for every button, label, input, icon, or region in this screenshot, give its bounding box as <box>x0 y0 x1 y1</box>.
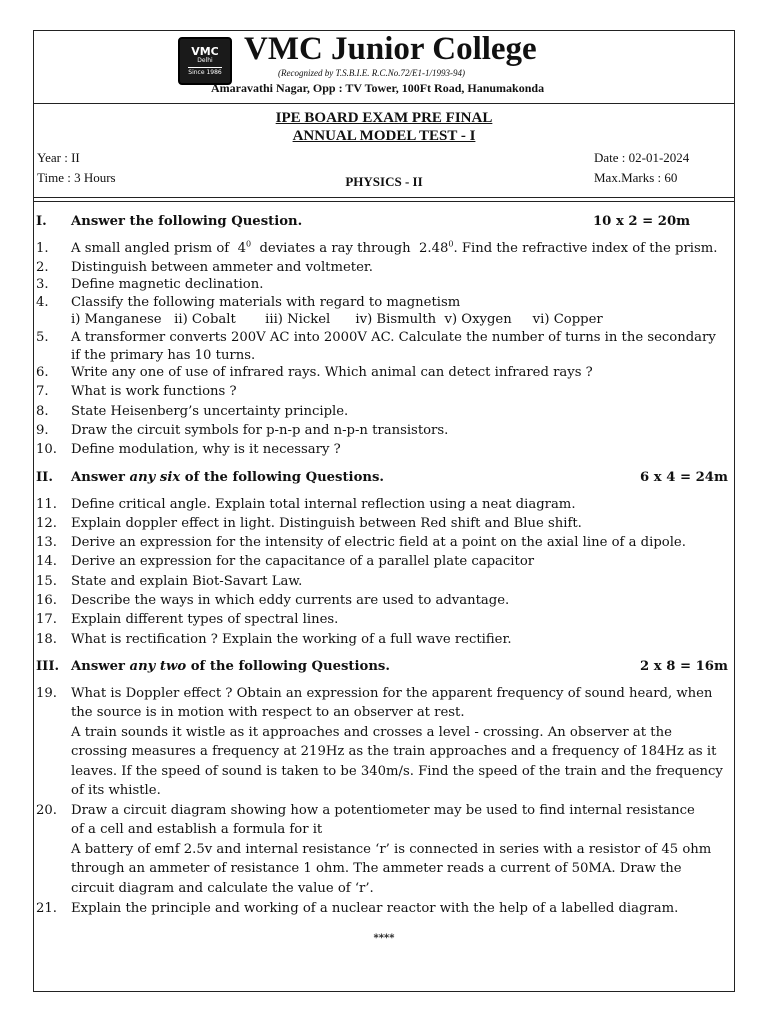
question-text: Draw a circuit diagram showing how a potentiometer may be used to find internal resistance <box>71 803 695 818</box>
section-number: I. <box>36 214 47 229</box>
recognition-text: (Recognized by T.S.B.I.E. R.C.No.72/E1-1/1993-94) <box>278 68 466 78</box>
question-number: 8. <box>36 404 49 419</box>
section-marks: 10 x 2 = 20m <box>593 214 691 229</box>
section-heading: Answer any two of the following Questions. <box>71 659 390 674</box>
question-text-continued: A battery of emf 2.5v and internal resistance ‘r’ is connected in series with a resistor of 45 ohm <box>71 842 712 857</box>
year-label: Year : II <box>37 150 80 165</box>
question-text-continued: leaves. If the speed of sound is taken to be 340m/s. Find the speed of the train and the frequency <box>71 764 723 779</box>
question-number: 4. <box>36 295 49 310</box>
question-text: State Heisenberg’s uncertainty principle. <box>71 404 349 419</box>
college-logo <box>178 37 232 85</box>
question-number: 14. <box>36 554 57 569</box>
question-text: Draw the circuit symbols for p-n-p and n-p-n transistors. <box>71 423 449 438</box>
question-number: 10. <box>36 442 57 457</box>
logo-subtext: Delhi <box>197 56 213 64</box>
question-number: 6. <box>36 365 49 380</box>
question-text: Define modulation, why is it necessary ? <box>71 442 341 457</box>
question-text: Distinguish between ammeter and voltmeter. <box>71 260 373 275</box>
question-text: Describe the ways in which eddy currents are used to advantage. <box>71 593 510 608</box>
question-number: 19. <box>36 686 57 701</box>
question-text: What is Doppler effect ? Obtain an expression for the apparent frequency of sound heard, when <box>71 686 713 701</box>
section-marks: 2 x 8 = 16m <box>640 659 728 674</box>
question-number: 16. <box>36 593 57 608</box>
question-number: 7. <box>36 384 49 399</box>
exam-title: IPE BOARD EXAM PRE FINAL <box>275 110 493 126</box>
meta-divider-bottom <box>34 201 734 202</box>
question-text: Derive an expression for the intensity of electric field at a point on the axial line of a dipole. <box>71 535 686 550</box>
question-text: What is rectification ? Explain the working of a full wave rectifier. <box>71 632 512 647</box>
question-number: 20. <box>36 803 57 818</box>
question-text-continued: the source is in motion with respect to an observer at rest. <box>71 705 465 720</box>
exam-subtitle: ANNUAL MODEL TEST - I <box>292 128 476 144</box>
question-number: 15. <box>36 574 57 589</box>
question-text: Define critical angle. Explain total internal reflection using a neat diagram. <box>71 497 576 512</box>
question-number: 9. <box>36 423 49 438</box>
end-mark: **** <box>373 933 395 944</box>
date-label: Date : 02-01-2024 <box>594 150 690 165</box>
meta-divider-top <box>34 197 734 198</box>
question-text-continued: if the primary has 10 turns. <box>71 348 256 363</box>
section-number: II. <box>36 470 53 485</box>
question-text-continued: of a cell and establish a formula for it <box>71 822 323 837</box>
question-number: 13. <box>36 535 57 550</box>
question-text: What is work functions ? <box>71 384 237 399</box>
question-text-continued: circuit diagram and calculate the value of ‘r’. <box>71 881 374 896</box>
question-number: 11. <box>36 497 57 512</box>
subject-title: PHYSICS - II <box>345 174 423 189</box>
question-text: Write any one of use of infrared rays. Which animal can detect infrared rays ? <box>71 365 593 380</box>
question-text: Explain doppler effect in light. Distinguish between Red shift and Blue shift. <box>71 516 582 531</box>
question-text: State and explain Biot-Savart Law. <box>71 574 303 589</box>
section-number: III. <box>36 659 60 674</box>
question-text-continued: crossing measures a frequency at 219Hz as the train approaches and a frequency of 184Hz as it <box>71 744 717 759</box>
question-number: 18. <box>36 632 57 647</box>
question-text-continued: through an ammeter of resistance 1 ohm. The ammeter reads a current of 50MA. Draw the <box>71 861 682 876</box>
time-label: Time : 3 Hours <box>37 170 116 185</box>
question-paper <box>33 30 735 992</box>
header-divider <box>34 103 734 104</box>
max-marks-label: Max.Marks : 60 <box>594 170 678 185</box>
question-number: 12. <box>36 516 57 531</box>
question-text: Derive an expression for the capacitance of a parallel plate capacitor <box>71 554 535 569</box>
question-number: 21. <box>36 901 57 916</box>
question-text: Explain different types of spectral lines. <box>71 612 339 627</box>
logo-text: VMC <box>191 44 219 58</box>
question-options: i) Manganese ii) Cobalt iii) Nickel iv) Bismulth v) Oxygen vi) Copper <box>71 312 603 327</box>
question-text: A transformer converts 200V AC into 2000V AC. Calculate the number of turns in the secondary <box>71 330 716 345</box>
question-number: 3. <box>36 277 49 292</box>
logo-since: Since 1986 <box>188 68 222 76</box>
section-marks: 6 x 4 = 24m <box>640 470 728 485</box>
question-text: Explain the principle and working of a nuclear reactor with the help of a labelled diagram. <box>71 901 679 916</box>
college-address: Amaravathi Nagar, Opp : TV Tower, 100Ft Road, Hanumakonda <box>211 81 545 95</box>
question-number: 17. <box>36 612 57 627</box>
question-number: 2. <box>36 260 49 275</box>
question-text-continued: A train sounds it wistle as it approaches and crosses a level - crossing. An observer at the <box>71 725 672 740</box>
college-name: VMC Junior College <box>244 31 537 67</box>
question-number: 5. <box>36 330 49 345</box>
question-text: Classify the following materials with regard to magnetism <box>71 295 461 310</box>
question-text: A small angled prism of $4^0$ deviates a ray through 2.48$^0$. Find the refractive index of the prism. <box>71 239 718 256</box>
question-text: Define magnetic declination. <box>71 277 264 292</box>
question-number: 1. <box>36 241 49 256</box>
section-heading: Answer any six of the following Questions. <box>71 470 384 485</box>
section-heading: Answer the following Question. <box>71 214 303 229</box>
question-text-continued: of its whistle. <box>71 783 161 798</box>
